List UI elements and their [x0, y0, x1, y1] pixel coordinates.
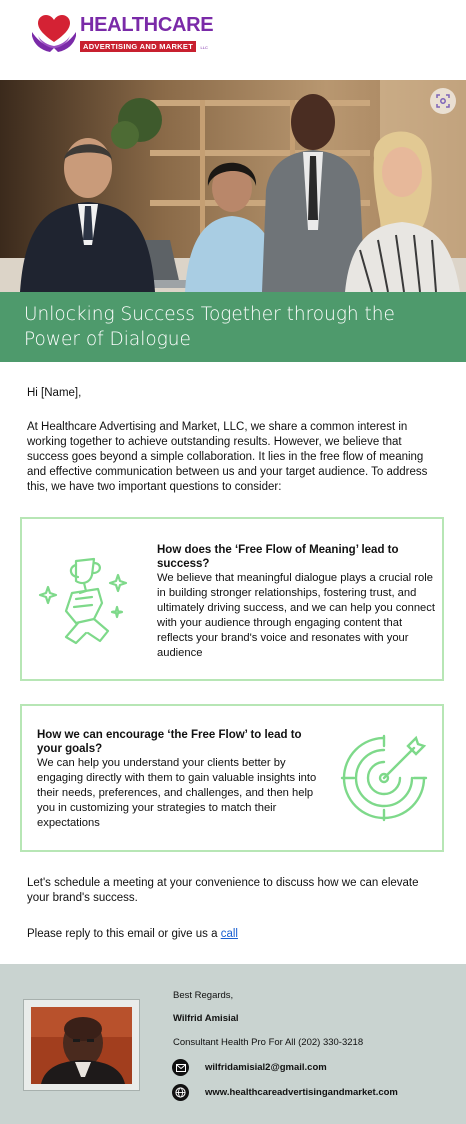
signature-name: Wilfrid Amisial: [173, 1013, 239, 1024]
question-card-success: [20, 517, 444, 681]
call-link[interactable]: call: [220, 928, 238, 940]
heart-hands-logo-icon: [30, 12, 78, 54]
banner-title: Unlocking Success Together through the Power of Dialogue: [24, 304, 395, 350]
logo-tagline: ADVERTISING AND MARKET: [80, 41, 196, 52]
envelope-icon: [172, 1059, 189, 1076]
trophy-hand-icon: [36, 553, 134, 645]
signature-regards: Best Regards,: [173, 990, 234, 1001]
focus-scan-glyph-icon: [436, 94, 450, 108]
globe-icon: [172, 1084, 189, 1101]
closing-paragraph: Let's schedule a meeting at your convenience to discuss how we can elevate your brand's success.: [27, 877, 419, 904]
logo-name: HEALTHCARE: [80, 14, 214, 36]
target-arrow-icon: [338, 732, 430, 824]
card-body: We believe that meaningful dialogue plays a crucial role in building stronger relationships, fostering trust, and ultimately driving success, and we can help you connect with your audience through engaging content that reflects your brand's voice and resonates with your audience: [157, 572, 435, 659]
brand-logo[interactable]: [30, 12, 213, 54]
signature-role: Consultant Health Pro For All (202) 330-3218: [173, 1037, 364, 1048]
website-link[interactable]: www.healthcareadvertisingandmarket.com: [205, 1087, 398, 1098]
reply-line: [27, 927, 439, 942]
card-heading: How we can encourage ‘the Free Flow’ to lead to your goals?: [37, 729, 302, 755]
avatar: [23, 999, 140, 1091]
question-card-goals: [20, 704, 444, 852]
profile-photo: [31, 1007, 132, 1084]
title-banner: [0, 292, 466, 362]
envelope-glyph-icon: [176, 1064, 186, 1072]
greeting-text: Hi [Name],: [27, 387, 82, 399]
focus-scan-icon[interactable]: [430, 88, 456, 114]
contact-email[interactable]: [172, 1059, 327, 1076]
logo-trademark: LLC: [200, 45, 208, 50]
card-body: We can help you understand your clients better by engaging directly with them to gain valuable insights into their needs, preferences, and challenges, and then help you in customizing your strategies to match their expectations: [37, 757, 317, 829]
intro-paragraph: At Healthcare Advertising and Market, LLC, we share a common interest in working together to achieve outstanding results. However, we believe that success goes beyond a simple collaboration. It lies in the free flow of meaning and effective communication between us and your target audience. To address this, we have two important questions to consider:: [27, 421, 428, 493]
email-header: [0, 0, 466, 80]
contact-website[interactable]: [172, 1084, 398, 1101]
hero-image: [0, 80, 466, 292]
card-heading: How does the ‘Free Flow of Meaning’ lead to success?: [157, 544, 399, 570]
team-meeting-photo: [0, 80, 466, 292]
signature-footer: [0, 964, 466, 1124]
reply-text: Please reply to this email or give us a: [27, 928, 221, 940]
globe-glyph-icon: [175, 1087, 186, 1098]
email-address-link[interactable]: wilfridamisial2@gmail.com: [205, 1062, 327, 1073]
